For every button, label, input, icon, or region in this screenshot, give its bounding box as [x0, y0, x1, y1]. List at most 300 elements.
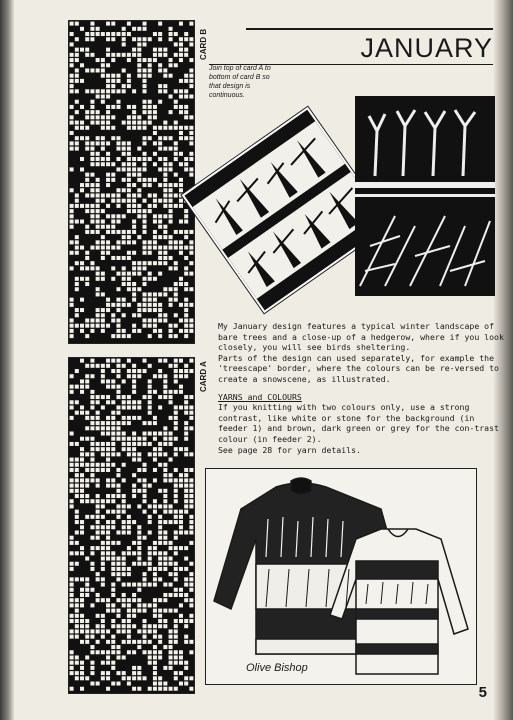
- punch-cell: [153, 598, 157, 602]
- punch-cell: [163, 541, 167, 545]
- punch-cell: [158, 530, 162, 534]
- punch-cell: [106, 640, 110, 644]
- punch-cell: [148, 110, 152, 114]
- punch-cell: [184, 432, 188, 436]
- punch-cell: [122, 162, 126, 166]
- punch-cell: [158, 256, 162, 260]
- punch-cell: [132, 687, 136, 691]
- punch-cell: [158, 53, 162, 57]
- punch-cell: [148, 37, 152, 41]
- punch-cell: [96, 225, 100, 229]
- punch-cell: [116, 193, 120, 197]
- punch-cell: [137, 126, 141, 130]
- punch-cell: [132, 37, 136, 41]
- punch-cell: [85, 178, 89, 182]
- punch-cell: [174, 452, 178, 456]
- punch-cell: [101, 126, 105, 130]
- punch-cell: [75, 277, 79, 281]
- punch-cell: [148, 385, 152, 389]
- punch-cell: [184, 510, 188, 514]
- punch-cell: [132, 48, 136, 52]
- punch-cell: [179, 530, 183, 534]
- punch-cell: [111, 551, 115, 555]
- punch-cell: [179, 48, 183, 52]
- punch-cell: [163, 666, 167, 670]
- punch-cell: [153, 230, 157, 234]
- punch-cell: [80, 188, 84, 192]
- punch-cell: [96, 141, 100, 145]
- punch-cell: [111, 484, 115, 488]
- punch-cell: [143, 359, 147, 363]
- punch-cell: [106, 661, 110, 665]
- punch-cell: [184, 334, 188, 338]
- punch-cell: [169, 204, 173, 208]
- punch-cell: [158, 303, 162, 307]
- punch-cell: [137, 266, 141, 270]
- punch-cell: [116, 318, 120, 322]
- punch-cell: [122, 141, 126, 145]
- punch-cell: [106, 525, 110, 529]
- punch-cell: [148, 246, 152, 250]
- punch-cell: [158, 650, 162, 654]
- punch-cell: [174, 572, 178, 576]
- punch-cell: [96, 577, 100, 581]
- punch-cell: [169, 478, 173, 482]
- punch-cell: [148, 272, 152, 276]
- punch-cell: [80, 411, 84, 415]
- punch-cell: [143, 251, 147, 255]
- punch-cell: [127, 551, 131, 555]
- punch-cell: [75, 489, 79, 493]
- punch-cell: [90, 188, 94, 192]
- punch-cell: [153, 609, 157, 613]
- punch-cell: [137, 209, 141, 213]
- punch-cell: [80, 598, 84, 602]
- punch-cell: [169, 209, 173, 213]
- punch-cell: [153, 583, 157, 587]
- punch-cell: [106, 379, 110, 383]
- punch-cell: [127, 303, 131, 307]
- punch-cell: [96, 572, 100, 576]
- punch-cell: [137, 546, 141, 550]
- punch-cell: [127, 676, 131, 680]
- punch-cell: [174, 687, 178, 691]
- punch-cell: [184, 272, 188, 276]
- punch-cell: [80, 183, 84, 187]
- punch-cell: [143, 499, 147, 503]
- punch-cell: [75, 619, 79, 623]
- punch-cell: [189, 650, 193, 654]
- punch-cell: [127, 178, 131, 182]
- punch-cell: [127, 22, 131, 26]
- punch-cell: [85, 53, 89, 57]
- punch-cell: [122, 562, 126, 566]
- punch-cell: [189, 359, 193, 363]
- punch-cell: [122, 478, 126, 482]
- punch-cell: [111, 256, 115, 260]
- punch-cell: [163, 374, 167, 378]
- punch-cell: [96, 411, 100, 415]
- punch-cell: [111, 442, 115, 446]
- punch-cell: [111, 666, 115, 670]
- punch-cell: [70, 84, 74, 88]
- punch-cell: [184, 374, 188, 378]
- punch-cell: [158, 619, 162, 623]
- punch-cell: [153, 162, 157, 166]
- punch-cell: [158, 447, 162, 451]
- punch-cell: [184, 214, 188, 218]
- punch-cell: [143, 562, 147, 566]
- punch-cell: [122, 442, 126, 446]
- punch-cell: [96, 478, 100, 482]
- punch-cell: [75, 676, 79, 680]
- punch-cell: [163, 162, 167, 166]
- punch-cell: [90, 473, 94, 477]
- punch-cell: [90, 661, 94, 665]
- punch-cell: [184, 157, 188, 161]
- punch-cell: [80, 298, 84, 302]
- punch-cell: [96, 32, 100, 36]
- punch-cell: [163, 246, 167, 250]
- punch-cell: [96, 266, 100, 270]
- punch-cell: [189, 489, 193, 493]
- punch-cell: [90, 426, 94, 430]
- punch-cell: [101, 199, 105, 203]
- punch-cell: [96, 110, 100, 114]
- punch-cell: [85, 141, 89, 145]
- punch-cell: [143, 468, 147, 472]
- punch-cell: [132, 551, 136, 555]
- punch-cell: [106, 551, 110, 555]
- punch-cell: [70, 220, 74, 224]
- punch-cell: [143, 442, 147, 446]
- punch-cell: [184, 209, 188, 213]
- punch-cell: [158, 167, 162, 171]
- punch-cell: [163, 287, 167, 291]
- punch-cell: [122, 313, 126, 317]
- punch-cell: [111, 447, 115, 451]
- punch-cell: [153, 603, 157, 607]
- punch-cell: [189, 318, 193, 322]
- punch-cell: [122, 68, 126, 72]
- punch-cell: [153, 220, 157, 224]
- punch-cell: [90, 115, 94, 119]
- punch-cell: [80, 447, 84, 451]
- punch-cell: [90, 629, 94, 633]
- punch-cell: [189, 58, 193, 62]
- punch-cell: [80, 105, 84, 109]
- punch-cell: [80, 405, 84, 409]
- punch-cell: [70, 298, 74, 302]
- punch-cell: [158, 452, 162, 456]
- punch-cell: [75, 577, 79, 581]
- punch-cell: [143, 298, 147, 302]
- punch-cell: [116, 136, 120, 140]
- punch-cell: [169, 504, 173, 508]
- punch-cell: [70, 266, 74, 270]
- punch-cell: [148, 178, 152, 182]
- punch-cell: [90, 374, 94, 378]
- punch-cell: [174, 126, 178, 130]
- punch-cell: [127, 334, 131, 338]
- punch-cell: [169, 364, 173, 368]
- punch-cell: [122, 525, 126, 529]
- punch-cell: [169, 661, 173, 665]
- punch-cell: [132, 385, 136, 389]
- punch-cell: [148, 68, 152, 72]
- punch-cell: [101, 619, 105, 623]
- punch-cell: [132, 452, 136, 456]
- punch-cell: [132, 89, 136, 93]
- punch-cell: [137, 400, 141, 404]
- punch-cell: [158, 147, 162, 151]
- punch-cell: [184, 266, 188, 270]
- punch-cell: [75, 199, 79, 203]
- punch-cell: [127, 105, 131, 109]
- punch-cell: [85, 463, 89, 467]
- punch-cell: [106, 359, 110, 363]
- punch-cell: [169, 546, 173, 550]
- punch-cell: [158, 89, 162, 93]
- punch-cell: [179, 204, 183, 208]
- punch-cell: [163, 437, 167, 441]
- punch-cell: [90, 390, 94, 394]
- punch-cell: [106, 193, 110, 197]
- punch-cell: [163, 478, 167, 482]
- punch-cell: [127, 204, 131, 208]
- punch-cell: [184, 126, 188, 130]
- punch-cell: [132, 489, 136, 493]
- punch-cell: [70, 251, 74, 255]
- punch-cell: [106, 303, 110, 307]
- punch-cell: [179, 619, 183, 623]
- punch-cell: [169, 609, 173, 613]
- punch-cell: [80, 546, 84, 550]
- punch-cell: [90, 261, 94, 265]
- punch-cell: [179, 220, 183, 224]
- punch-cell: [179, 246, 183, 250]
- punch-cell: [158, 272, 162, 276]
- punch-cell: [122, 619, 126, 623]
- punch-cell: [174, 369, 178, 373]
- punch-cell: [106, 240, 110, 244]
- punch-cell: [116, 411, 120, 415]
- punch-cell: [111, 214, 115, 218]
- punch-cell: [106, 546, 110, 550]
- punch-cell: [116, 240, 120, 244]
- punch-cell: [143, 199, 147, 203]
- punch-cell: [163, 442, 167, 446]
- punch-cell: [184, 32, 188, 36]
- punch-cell: [85, 48, 89, 52]
- punch-cell: [122, 84, 126, 88]
- punch-cell: [184, 53, 188, 57]
- punch-cell: [148, 379, 152, 383]
- punch-cell: [96, 494, 100, 498]
- punch-cell: [111, 557, 115, 561]
- punch-cell: [174, 567, 178, 571]
- punch-cell: [158, 520, 162, 524]
- punch-cell: [148, 640, 152, 644]
- punch-cell: [70, 374, 74, 378]
- punch-cell: [143, 489, 147, 493]
- punch-cell: [174, 447, 178, 451]
- punch-cell: [153, 577, 157, 581]
- punch-cell: [101, 240, 105, 244]
- punch-cell: [132, 261, 136, 265]
- punch-cell: [96, 214, 100, 218]
- punch-cell: [85, 183, 89, 187]
- punch-cell: [163, 452, 167, 456]
- punch-cell: [85, 635, 89, 639]
- punch-cell: [90, 478, 94, 482]
- punch-cell: [116, 157, 120, 161]
- punch-cell: [158, 557, 162, 561]
- punch-cell: [169, 37, 173, 41]
- knitted-swatch-hedgerow: [355, 96, 495, 296]
- punch-cell: [122, 266, 126, 270]
- punch-cell: [132, 173, 136, 177]
- punch-cell: [122, 303, 126, 307]
- punch-cell: [174, 510, 178, 514]
- punch-cell: [106, 110, 110, 114]
- punch-cell: [158, 562, 162, 566]
- punch-cell: [122, 240, 126, 244]
- punch-cell: [137, 525, 141, 529]
- punch-cell: [153, 624, 157, 628]
- punch-cell: [80, 277, 84, 281]
- punch-cell: [101, 157, 105, 161]
- punch-cell: [101, 32, 105, 36]
- punch-cell: [80, 588, 84, 592]
- punch-cell: [184, 220, 188, 224]
- punch-cell: [75, 520, 79, 524]
- punch-cell: [106, 115, 110, 119]
- punch-cell: [163, 230, 167, 234]
- punch-cell: [85, 515, 89, 519]
- punch-cell: [127, 619, 131, 623]
- punch-cell: [70, 655, 74, 659]
- punch-cell: [122, 400, 126, 404]
- punch-cell: [111, 603, 115, 607]
- punch-cell: [116, 230, 120, 234]
- punch-cell: [137, 551, 141, 555]
- punch-cell: [90, 400, 94, 404]
- punch-cell: [174, 676, 178, 680]
- punch-cell: [75, 541, 79, 545]
- punch-cell: [184, 583, 188, 587]
- punch-cell: [184, 598, 188, 602]
- punch-cell: [111, 359, 115, 363]
- punch-cell: [163, 292, 167, 296]
- punch-cell: [106, 126, 110, 130]
- punch-cell: [184, 635, 188, 639]
- punch-cell: [174, 334, 178, 338]
- punch-cell: [127, 682, 131, 686]
- punch-cell: [101, 121, 105, 125]
- punch-cell: [96, 178, 100, 182]
- punch-cell: [137, 188, 141, 192]
- punch-cell: [169, 240, 173, 244]
- punch-cell: [132, 458, 136, 462]
- punch-cell: [96, 530, 100, 534]
- punch-cell: [127, 167, 131, 171]
- punch-cell: [111, 624, 115, 628]
- punch-cell: [70, 303, 74, 307]
- punch-cell: [101, 504, 105, 508]
- punch-cell: [106, 324, 110, 328]
- punch-cell: [75, 635, 79, 639]
- punch-cell: [158, 640, 162, 644]
- punch-cell: [127, 515, 131, 519]
- punch-cell: [143, 152, 147, 156]
- punch-cell: [127, 188, 131, 192]
- punch-cell: [174, 105, 178, 109]
- punch-cell: [184, 546, 188, 550]
- punch-cell: [116, 272, 120, 276]
- punch-cell: [122, 624, 126, 628]
- punch-cell: [184, 115, 188, 119]
- punch-cell: [184, 324, 188, 328]
- punch-cell: [127, 199, 131, 203]
- punch-cell: [85, 374, 89, 378]
- punch-cell: [90, 437, 94, 441]
- punch-cell: [143, 141, 147, 145]
- punch-cell: [116, 74, 120, 78]
- punch-cell: [132, 162, 136, 166]
- punch-cell: [143, 624, 147, 628]
- punch-cell: [179, 136, 183, 140]
- punch-cell: [179, 329, 183, 333]
- punch-cell: [75, 79, 79, 83]
- punch-cell: [189, 577, 193, 581]
- punch-cell: [85, 32, 89, 36]
- punch-cell: [101, 193, 105, 197]
- punch-cell: [143, 37, 147, 41]
- punch-cell: [106, 499, 110, 503]
- punch-cell: [70, 58, 74, 62]
- punch-cell: [132, 115, 136, 119]
- punch-cell: [163, 426, 167, 430]
- punch-cell: [106, 298, 110, 302]
- punch-cell: [143, 303, 147, 307]
- punch-cell: [169, 167, 173, 171]
- punch-cell: [70, 458, 74, 462]
- punch-cell: [163, 504, 167, 508]
- punch-cell: [85, 136, 89, 140]
- punch-cell: [111, 126, 115, 130]
- punch-cell: [143, 240, 147, 244]
- punch-cell: [169, 390, 173, 394]
- punch-cell: [137, 121, 141, 125]
- punch-cell: [70, 385, 74, 389]
- punch-cell: [96, 504, 100, 508]
- punch-cell: [96, 27, 100, 31]
- punch-cell: [90, 220, 94, 224]
- punch-cell: [169, 593, 173, 597]
- punch-cell: [111, 619, 115, 623]
- punch-cell: [96, 220, 100, 224]
- punch-cell: [85, 115, 89, 119]
- punch-cell: [158, 463, 162, 467]
- punch-cell: [179, 110, 183, 114]
- punch-cell: [158, 609, 162, 613]
- punch-cell: [70, 214, 74, 218]
- punch-cell: [158, 261, 162, 265]
- punch-cell: [169, 687, 173, 691]
- punch-cell: [70, 635, 74, 639]
- punch-cell: [143, 463, 147, 467]
